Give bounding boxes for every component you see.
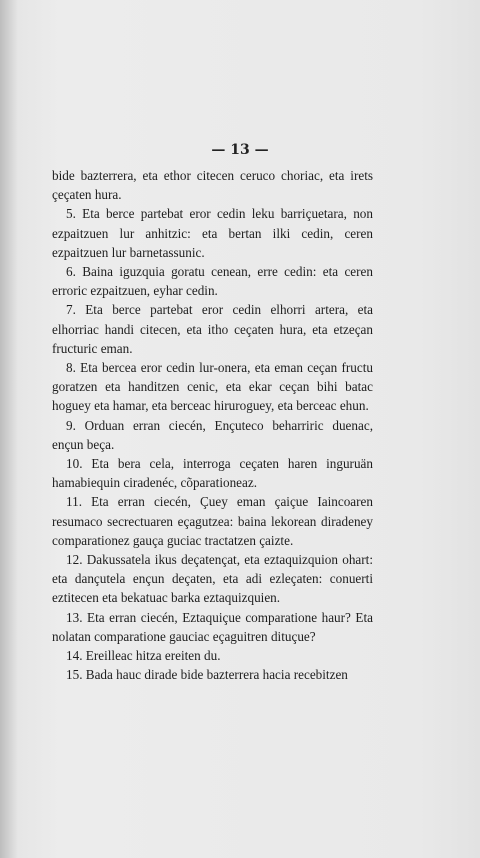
page-number: — 13 —: [211, 142, 269, 158]
paragraph: 15. Bada hauc dirade bide bazterrera hacia recebitzen: [66, 667, 348, 683]
paragraph: 7. Eta berce partebat eror cedin elhorri artera, eta elhorriac handi citecen, eta itho ceçaten hura, eta etzeçan fructuric eman.: [52, 302, 373, 356]
paragraph: 6. Baina iguzquia goratu cenean, erre cedin: eta ceren erroric ezpaitzuen, eyhar cedin.: [52, 264, 373, 299]
paragraph: 9. Orduan erran ciecén, Ençuteco beharriric duenac, ençun beça.: [52, 417, 373, 452]
paragraph: 14. Ereilleac hitza ereiten du.: [66, 648, 221, 664]
paragraph: 10. Eta bera cela, interroga ceçaten haren inguruän hamabiequin ciradenéc, cõparationeaz.: [52, 456, 373, 491]
paragraph: bide bazterrera, eta ethor citecen ceruco choriac, eta irets çeçaten hura.: [52, 168, 373, 203]
paragraph: 12. Dakussatela ikus deçatençat, eta eztaquizquion ohart: eta dançutela ençun deçaten, eta adi ezleçaten: conuerti eztitecen eta bekatuac barka eztaquizquien.: [52, 552, 373, 606]
paragraph: 5. Eta berce partebat eror cedin leku barriçuetara, non ezpaitzuen lur anhitzic: eta bertan ilki cedin, ceren ezpaitzuen lur barnetassunic.: [52, 206, 373, 260]
paragraph: 13. Eta erran ciecén, Eztaquiçue comparatione haur? Eta nolatan comparatione gauciac eçaguitren dituçue?: [52, 609, 373, 644]
body-text: [52, 166, 373, 684]
paragraph: 8. Eta bercea eror cedin lur-onera, eta eman ceçan fructu goratzen eta handitzen cenic, eta ekar ceçan bihi batac hoguey eta hamar, eta berceac hiruroguey, eta berceac ehun.: [52, 360, 373, 414]
paragraph: 11. Eta erran ciecén, Çuey eman çaiçue Iaincoaren resumaco secrectuaren eçagutzea: baina lekorean diradeney comparationez gauça guciac tractatzen çaizte.: [52, 494, 373, 548]
